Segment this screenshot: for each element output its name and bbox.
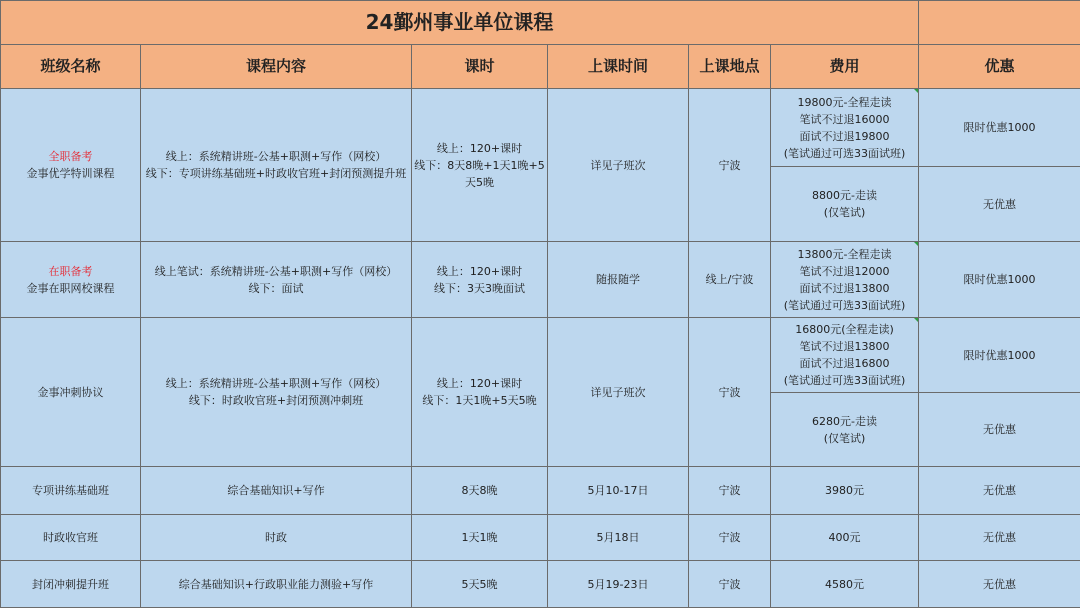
header-fee: 费用 [771, 45, 919, 89]
fee-cell: 19800元-全程走读 笔试不过退16000 面试不过退19800 (笔试通过可选33面试班) [771, 89, 919, 167]
discount-cell: 无优惠 [919, 393, 1080, 467]
header-class-time: 上课时间 [548, 45, 689, 89]
course-time-cell: 随报随学 [548, 242, 689, 318]
discount-cell: 限时优惠1000 [919, 318, 1080, 393]
course-time-cell: 5月18日 [548, 515, 689, 561]
course-name: 金事在职网校课程 [26, 281, 115, 295]
course-hours-cell: 线上：120+课时 线下：3天3晚面试 [412, 242, 548, 318]
header-class-name: 班级名称 [1, 45, 141, 89]
course-name-cell [1, 242, 141, 318]
course-place-cell: 宁波 [689, 515, 771, 561]
course-hours-cell: 线上：120+课时 线下：1天1晚+5天5晚 [412, 318, 548, 467]
header-hours: 课时 [412, 45, 548, 89]
course-tag: 全职备考 [48, 150, 93, 163]
course-content-cell: 综合基础知识+写作 [141, 467, 412, 515]
fee-cell: 13800元-全程走读 笔试不过退12000 面试不过退13800 (笔试通过可选33面试班) [771, 242, 919, 318]
course-content-cell: 时政 [141, 515, 412, 561]
title-empty-cell [919, 1, 1080, 45]
course-hours-cell: 5天5晚 [412, 561, 548, 608]
course-place-cell: 线上/宁波 [689, 242, 771, 318]
fee-cell: 16800元(全程走读) 笔试不过退13800 面试不过退16800 (笔试通过可选33面试班) [771, 318, 919, 393]
fee-cell: 400元 [771, 515, 919, 561]
discount-cell: 限时优惠1000 [919, 242, 1080, 318]
fee-cell: 4580元 [771, 561, 919, 608]
course-name: 金事优学特训课程 [26, 167, 115, 180]
course-name-cell: 时政收官班 [1, 515, 141, 561]
table-title: 24鄞州事业单位课程 [1, 1, 919, 45]
fee-cell: 6280元-走读 (仅笔试) [771, 393, 919, 467]
header-location: 上课地点 [689, 45, 771, 89]
course-content-cell: 线上笔试：系统精讲班-公基+职测+写作（网校） 线下：面试 [141, 242, 412, 318]
course-name-cell [1, 318, 141, 467]
course-time-cell: 5月10-17日 [548, 467, 689, 515]
course-content-cell: 综合基础知识+行政职业能力测验+写作 [141, 561, 412, 608]
discount-cell: 无优惠 [919, 167, 1080, 242]
discount-cell: 无优惠 [919, 561, 1080, 608]
fee-cell: 3980元 [771, 467, 919, 515]
course-place-cell: 宁波 [689, 318, 771, 467]
fee-cell: 8800元-走读 (仅笔试) [771, 167, 919, 242]
course-content-cell: 线上：系统精讲班-公基+职测+写作（网校） 线下：时政收官班+封闭预测冲刺班 [141, 318, 412, 467]
course-place-cell: 宁波 [689, 467, 771, 515]
header-course-content: 课程内容 [141, 45, 412, 89]
course-time-cell: 5月19-23日 [548, 561, 689, 608]
discount-cell: 无优惠 [919, 467, 1080, 515]
course-name-cell: 专项讲练基础班 [1, 467, 141, 515]
discount-cell: 限时优惠1000 [919, 89, 1080, 167]
course-hours-cell: 8天8晚 [412, 467, 548, 515]
course-hours-cell: 1天1晚 [412, 515, 548, 561]
discount-cell: 无优惠 [919, 515, 1080, 561]
course-time-cell: 详见子班次 [548, 318, 689, 467]
course-time-cell: 详见子班次 [548, 89, 689, 242]
header-discount: 优惠 [919, 45, 1080, 89]
course-name-cell [1, 89, 141, 242]
course-name-cell: 封闭冲刺提升班 [1, 561, 141, 608]
course-tag: 在职备考 [48, 264, 93, 278]
course-name: 金事冲刺协议 [37, 385, 104, 399]
course-place-cell: 宁波 [689, 561, 771, 608]
course-place-cell: 宁波 [689, 89, 771, 242]
course-content-cell: 线上：系统精讲班-公基+职测+写作（网校） 线下：专项讲练基础班+时政收官班+封闭预测提升班 [141, 89, 412, 242]
course-hours-cell: 线上：120+课时 线下：8天8晚+1天1晚+5 天5晚 [412, 89, 548, 242]
